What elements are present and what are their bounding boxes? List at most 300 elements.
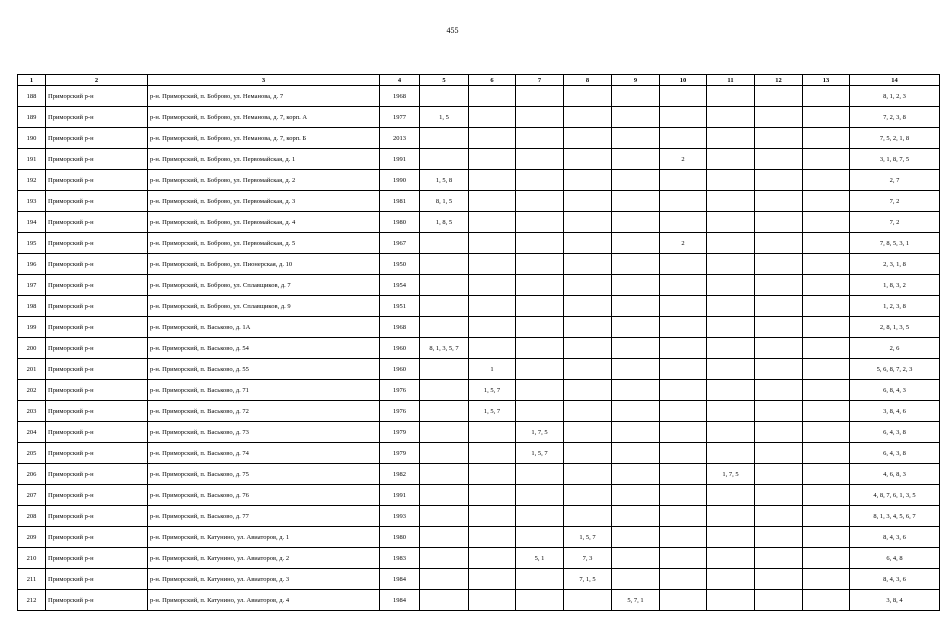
col-10-cell (660, 548, 707, 569)
row-number-cell: 204 (18, 422, 46, 443)
row-number-cell: 202 (18, 380, 46, 401)
col-11-cell (707, 107, 755, 128)
row-number-cell: 203 (18, 401, 46, 422)
col-6-cell (469, 485, 516, 506)
address-cell: р-н. Приморский, п. Васьково, д. 74 (148, 443, 380, 464)
col-9-cell (612, 527, 660, 548)
col-11-cell (707, 422, 755, 443)
col-13-cell (803, 485, 850, 506)
col-5-cell (420, 86, 469, 107)
col-6-cell (469, 212, 516, 233)
col-11-cell (707, 506, 755, 527)
address-cell: р-н. Приморский, п. Боброво, ул. Первомайская, д. 1 (148, 149, 380, 170)
col-12-cell (755, 338, 803, 359)
col-14-cell: 8, 1, 3, 4, 5, 6, 7 (850, 506, 940, 527)
col-9-cell (612, 443, 660, 464)
district-cell: Приморский р-н (46, 107, 148, 128)
table-row (18, 464, 940, 485)
year-built-cell: 1993 (380, 506, 420, 527)
col-6-cell (469, 128, 516, 149)
year-built-cell: 1979 (380, 443, 420, 464)
col-6-cell (469, 527, 516, 548)
col-12-cell (755, 590, 803, 611)
col-7-cell (516, 296, 564, 317)
table-row (18, 422, 940, 443)
row-number-cell: 205 (18, 443, 46, 464)
column-header-13: 13 (803, 75, 850, 86)
col-13-cell (803, 359, 850, 380)
year-built-cell: 1979 (380, 422, 420, 443)
col-7-cell (516, 233, 564, 254)
col-9-cell (612, 359, 660, 380)
district-cell: Приморский р-н (46, 569, 148, 590)
table-row (18, 527, 940, 548)
col-8-cell (564, 191, 612, 212)
address-cell: р-н. Приморский, п. Васьково, д. 1А (148, 317, 380, 338)
col-9-cell (612, 401, 660, 422)
col-6-cell (469, 317, 516, 338)
col-11-cell (707, 485, 755, 506)
table-row (18, 569, 940, 590)
year-built-cell: 1982 (380, 464, 420, 485)
table-row (18, 506, 940, 527)
col-14-cell: 1, 2, 3, 8 (850, 296, 940, 317)
col-8-cell: 1, 5, 7 (564, 527, 612, 548)
table-row (18, 128, 940, 149)
col-5-cell (420, 380, 469, 401)
col-12-cell (755, 275, 803, 296)
col-6-cell (469, 170, 516, 191)
col-10-cell: 2 (660, 149, 707, 170)
col-13-cell (803, 401, 850, 422)
col-14-cell: 6, 4, 8 (850, 548, 940, 569)
col-9-cell (612, 128, 660, 149)
col-12-cell (755, 422, 803, 443)
col-5-cell (420, 128, 469, 149)
column-header-9: 9 (612, 75, 660, 86)
year-built-cell: 1991 (380, 485, 420, 506)
col-8-cell (564, 212, 612, 233)
housing-register-table (17, 74, 940, 611)
col-9-cell (612, 485, 660, 506)
col-5-cell: 1, 5 (420, 107, 469, 128)
col-11-cell (707, 548, 755, 569)
row-number-cell: 200 (18, 338, 46, 359)
year-built-cell: 1981 (380, 191, 420, 212)
table-row (18, 191, 940, 212)
page-number: 455 (446, 26, 459, 35)
col-5-cell (420, 485, 469, 506)
col-6-cell: 1, 5, 7 (469, 380, 516, 401)
col-7-cell (516, 569, 564, 590)
district-cell: Приморский р-н (46, 464, 148, 485)
address-cell: р-н. Приморский, п. Катунино, ул. Авиаторов, д. 4 (148, 590, 380, 611)
col-8-cell: 7, 1, 5 (564, 569, 612, 590)
col-12-cell (755, 107, 803, 128)
table-row (18, 338, 940, 359)
col-12-cell (755, 170, 803, 191)
col-7-cell: 1, 7, 5 (516, 422, 564, 443)
col-8-cell (564, 590, 612, 611)
col-14-cell: 1, 8, 3, 2 (850, 275, 940, 296)
district-cell: Приморский р-н (46, 485, 148, 506)
col-12-cell (755, 569, 803, 590)
address-cell: р-н. Приморский, п. Васьково, д. 73 (148, 422, 380, 443)
col-7-cell (516, 485, 564, 506)
col-6-cell (469, 107, 516, 128)
col-6-cell (469, 275, 516, 296)
col-6-cell (469, 254, 516, 275)
address-cell: р-н. Приморский, п. Васьково, д. 72 (148, 401, 380, 422)
col-10-cell (660, 317, 707, 338)
row-number-cell: 188 (18, 86, 46, 107)
table-row (18, 317, 940, 338)
address-cell: р-н. Приморский, п. Боброво, ул. Неманова, д. 7 (148, 86, 380, 107)
col-14-cell: 8, 4, 3, 6 (850, 527, 940, 548)
district-cell: Приморский р-н (46, 296, 148, 317)
col-6-cell (469, 548, 516, 569)
column-header-2: 2 (46, 75, 148, 86)
col-6-cell (469, 86, 516, 107)
address-cell: р-н. Приморский, п. Катунино, ул. Авиаторов, д. 1 (148, 527, 380, 548)
table-row (18, 275, 940, 296)
col-6-cell (469, 233, 516, 254)
col-10-cell (660, 401, 707, 422)
district-cell: Приморский р-н (46, 401, 148, 422)
col-7-cell (516, 128, 564, 149)
row-number-cell: 207 (18, 485, 46, 506)
col-11-cell (707, 443, 755, 464)
address-cell: р-н. Приморский, п. Боброво, ул. Первомайская, д. 4 (148, 212, 380, 233)
district-cell: Приморский р-н (46, 149, 148, 170)
col-11-cell (707, 527, 755, 548)
table-row (18, 107, 940, 128)
col-10-cell (660, 86, 707, 107)
col-5-cell (420, 464, 469, 485)
col-7-cell (516, 527, 564, 548)
col-11-cell (707, 275, 755, 296)
col-14-cell: 2, 8, 1, 3, 5 (850, 317, 940, 338)
col-11-cell (707, 149, 755, 170)
col-12-cell (755, 548, 803, 569)
year-built-cell: 1976 (380, 401, 420, 422)
row-number-cell: 212 (18, 590, 46, 611)
col-5-cell (420, 296, 469, 317)
col-6-cell (469, 569, 516, 590)
year-built-cell: 1976 (380, 380, 420, 401)
district-cell: Приморский р-н (46, 212, 148, 233)
col-8-cell (564, 296, 612, 317)
col-12-cell (755, 317, 803, 338)
table-row (18, 170, 940, 191)
column-header-4: 4 (380, 75, 420, 86)
col-8-cell (564, 338, 612, 359)
col-13-cell (803, 275, 850, 296)
year-built-cell: 1984 (380, 569, 420, 590)
col-13-cell (803, 443, 850, 464)
col-14-cell: 3, 8, 4 (850, 590, 940, 611)
district-cell: Приморский р-н (46, 86, 148, 107)
year-built-cell: 1991 (380, 149, 420, 170)
col-13-cell (803, 590, 850, 611)
column-header-1: 1 (18, 75, 46, 86)
col-12-cell (755, 464, 803, 485)
col-14-cell: 3, 1, 8, 7, 5 (850, 149, 940, 170)
col-8-cell (564, 128, 612, 149)
col-11-cell (707, 191, 755, 212)
col-12-cell (755, 359, 803, 380)
col-6-cell (469, 464, 516, 485)
col-5-cell (420, 401, 469, 422)
row-number-cell: 199 (18, 317, 46, 338)
col-5-cell (420, 443, 469, 464)
col-12-cell (755, 443, 803, 464)
column-header-7: 7 (516, 75, 564, 86)
col-11-cell (707, 401, 755, 422)
district-cell: Приморский р-н (46, 233, 148, 254)
table-row (18, 443, 940, 464)
col-13-cell (803, 107, 850, 128)
column-header-12: 12 (755, 75, 803, 86)
address-cell: р-н. Приморский, п. Васьково, д. 76 (148, 485, 380, 506)
col-10-cell (660, 338, 707, 359)
district-cell: Приморский р-н (46, 548, 148, 569)
column-header-5: 5 (420, 75, 469, 86)
row-number-cell: 191 (18, 149, 46, 170)
col-8-cell (564, 422, 612, 443)
col-11-cell (707, 212, 755, 233)
address-cell: р-н. Приморский, п. Васьково, д. 77 (148, 506, 380, 527)
col-6-cell (469, 149, 516, 170)
year-built-cell: 1984 (380, 590, 420, 611)
col-11-cell (707, 170, 755, 191)
col-7-cell (516, 317, 564, 338)
col-14-cell: 8, 4, 3, 6 (850, 569, 940, 590)
col-6-cell (469, 296, 516, 317)
col-13-cell (803, 317, 850, 338)
district-cell: Приморский р-н (46, 317, 148, 338)
district-cell: Приморский р-н (46, 191, 148, 212)
row-number-cell: 195 (18, 233, 46, 254)
col-12-cell (755, 212, 803, 233)
row-number-cell: 198 (18, 296, 46, 317)
table-row (18, 359, 940, 380)
col-9-cell (612, 317, 660, 338)
col-10-cell (660, 128, 707, 149)
col-5-cell (420, 548, 469, 569)
col-10-cell (660, 569, 707, 590)
address-cell: р-н. Приморский, п. Боброво, ул. Первомайская, д. 2 (148, 170, 380, 191)
col-5-cell: 1, 8, 5 (420, 212, 469, 233)
year-built-cell: 1954 (380, 275, 420, 296)
col-11-cell (707, 569, 755, 590)
col-7-cell (516, 170, 564, 191)
col-7-cell (516, 506, 564, 527)
col-5-cell (420, 527, 469, 548)
col-7-cell (516, 590, 564, 611)
col-10-cell (660, 296, 707, 317)
row-number-cell: 206 (18, 464, 46, 485)
col-5-cell (420, 569, 469, 590)
header-row (18, 75, 940, 86)
col-8-cell (564, 170, 612, 191)
column-header-3: 3 (148, 75, 380, 86)
district-cell: Приморский р-н (46, 422, 148, 443)
col-11-cell (707, 590, 755, 611)
col-12-cell (755, 506, 803, 527)
col-5-cell (420, 422, 469, 443)
table-row (18, 212, 940, 233)
col-10-cell (660, 212, 707, 233)
col-12-cell (755, 296, 803, 317)
col-10-cell (660, 422, 707, 443)
col-12-cell (755, 380, 803, 401)
col-8-cell (564, 380, 612, 401)
col-8-cell: 7, 3 (564, 548, 612, 569)
col-13-cell (803, 233, 850, 254)
col-9-cell (612, 422, 660, 443)
district-cell: Приморский р-н (46, 506, 148, 527)
col-9-cell (612, 569, 660, 590)
year-built-cell: 2013 (380, 128, 420, 149)
col-11-cell (707, 128, 755, 149)
address-cell: р-н. Приморский, п. Боброво, ул. Неманова, д. 7, корп. А (148, 107, 380, 128)
col-13-cell (803, 86, 850, 107)
column-header-14: 14 (850, 75, 940, 86)
col-7-cell (516, 401, 564, 422)
col-11-cell (707, 338, 755, 359)
col-13-cell (803, 191, 850, 212)
col-9-cell (612, 86, 660, 107)
table-row (18, 380, 940, 401)
col-14-cell: 2, 3, 1, 8 (850, 254, 940, 275)
col-7-cell (516, 464, 564, 485)
row-number-cell: 197 (18, 275, 46, 296)
col-12-cell (755, 128, 803, 149)
col-10-cell (660, 359, 707, 380)
col-14-cell: 3, 8, 4, 6 (850, 401, 940, 422)
year-built-cell: 1968 (380, 317, 420, 338)
col-10-cell (660, 506, 707, 527)
col-14-cell: 4, 8, 7, 6, 1, 3, 5 (850, 485, 940, 506)
col-13-cell (803, 170, 850, 191)
col-6-cell (469, 422, 516, 443)
col-10-cell (660, 485, 707, 506)
address-cell: р-н. Приморский, п. Боброво, ул. Неманова, д. 7, корп. Б (148, 128, 380, 149)
col-8-cell (564, 485, 612, 506)
col-6-cell: 1 (469, 359, 516, 380)
row-number-cell: 211 (18, 569, 46, 590)
row-number-cell: 193 (18, 191, 46, 212)
district-cell: Приморский р-н (46, 170, 148, 191)
col-9-cell (612, 338, 660, 359)
table-row (18, 233, 940, 254)
year-built-cell: 1951 (380, 296, 420, 317)
column-header-10: 10 (660, 75, 707, 86)
col-6-cell (469, 338, 516, 359)
district-cell: Приморский р-н (46, 443, 148, 464)
col-9-cell (612, 275, 660, 296)
column-header-11: 11 (707, 75, 755, 86)
address-cell: р-н. Приморский, п. Васьково, д. 71 (148, 380, 380, 401)
year-built-cell: 1980 (380, 212, 420, 233)
col-7-cell (516, 107, 564, 128)
table-row (18, 86, 940, 107)
col-13-cell (803, 149, 850, 170)
col-9-cell (612, 191, 660, 212)
col-9-cell (612, 212, 660, 233)
col-10-cell (660, 191, 707, 212)
col-6-cell (469, 590, 516, 611)
col-9-cell (612, 380, 660, 401)
col-8-cell (564, 317, 612, 338)
col-10-cell: 2 (660, 233, 707, 254)
row-number-cell: 196 (18, 254, 46, 275)
col-10-cell (660, 170, 707, 191)
col-14-cell: 7, 8, 5, 3, 1 (850, 233, 940, 254)
address-cell: р-н. Приморский, п. Катунино, ул. Авиаторов, д. 2 (148, 548, 380, 569)
col-6-cell (469, 506, 516, 527)
address-cell: р-н. Приморский, п. Боброво, ул. Первомайская, д. 3 (148, 191, 380, 212)
col-12-cell (755, 401, 803, 422)
column-header-8: 8 (564, 75, 612, 86)
col-10-cell (660, 254, 707, 275)
col-13-cell (803, 380, 850, 401)
col-11-cell: 1, 7, 5 (707, 464, 755, 485)
year-built-cell: 1960 (380, 359, 420, 380)
col-13-cell (803, 569, 850, 590)
col-11-cell (707, 296, 755, 317)
row-number-cell: 208 (18, 506, 46, 527)
col-13-cell (803, 296, 850, 317)
table-row (18, 485, 940, 506)
col-8-cell (564, 86, 612, 107)
year-built-cell: 1983 (380, 548, 420, 569)
col-13-cell (803, 548, 850, 569)
col-5-cell (420, 149, 469, 170)
col-12-cell (755, 485, 803, 506)
col-5-cell (420, 590, 469, 611)
col-13-cell (803, 506, 850, 527)
col-5-cell: 1, 5, 8 (420, 170, 469, 191)
col-6-cell (469, 191, 516, 212)
district-cell: Приморский р-н (46, 254, 148, 275)
col-7-cell (516, 380, 564, 401)
district-cell: Приморский р-н (46, 527, 148, 548)
address-cell: р-н. Приморский, п. Васьково, д. 54 (148, 338, 380, 359)
table-row (18, 296, 940, 317)
col-8-cell (564, 359, 612, 380)
col-7-cell (516, 275, 564, 296)
col-7-cell (516, 338, 564, 359)
col-11-cell (707, 359, 755, 380)
table-row (18, 149, 940, 170)
row-number-cell: 201 (18, 359, 46, 380)
col-8-cell (564, 464, 612, 485)
table-row (18, 548, 940, 569)
col-12-cell (755, 233, 803, 254)
col-13-cell (803, 527, 850, 548)
year-built-cell: 1967 (380, 233, 420, 254)
col-10-cell (660, 275, 707, 296)
col-5-cell (420, 254, 469, 275)
row-number-cell: 189 (18, 107, 46, 128)
address-cell: р-н. Приморский, п. Боброво, ул. Сплавщиков, д. 9 (148, 296, 380, 317)
col-12-cell (755, 191, 803, 212)
col-7-cell (516, 254, 564, 275)
col-13-cell (803, 212, 850, 233)
col-9-cell: 5, 7, 1 (612, 590, 660, 611)
